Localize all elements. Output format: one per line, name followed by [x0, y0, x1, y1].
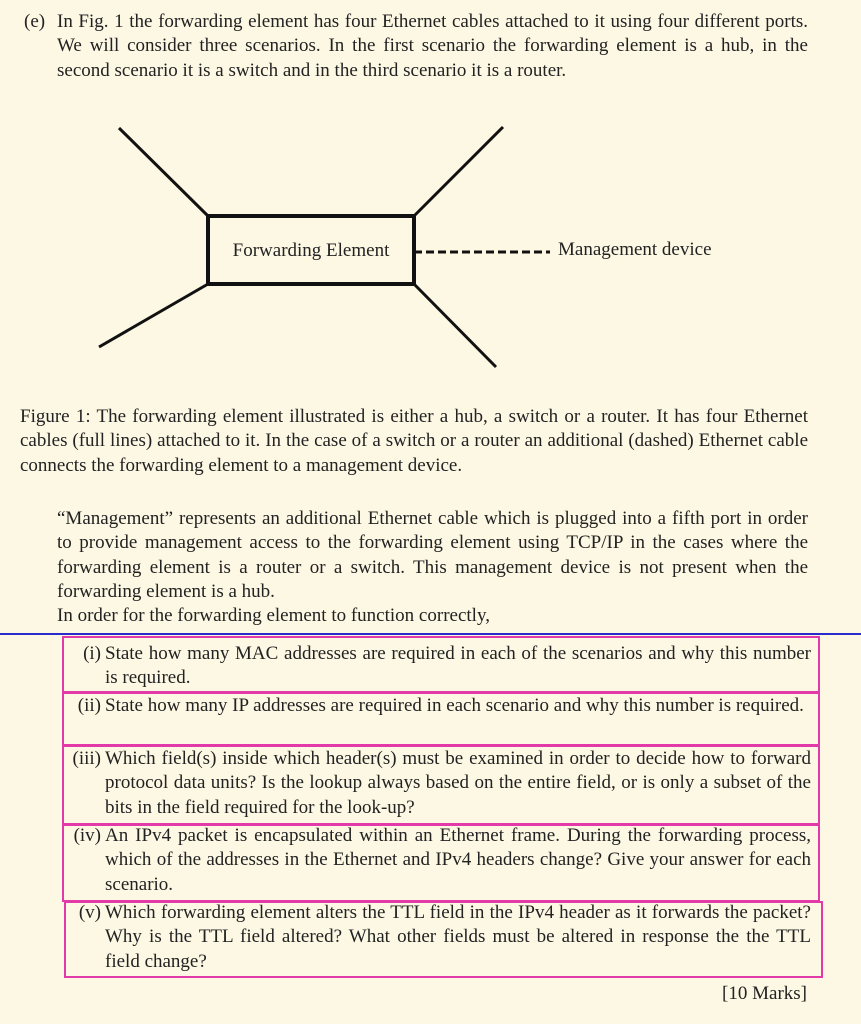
marks-label: [10 Marks]	[722, 983, 807, 1004]
question-body: Which forwarding element alters the TTL field in the IPv4 header as it forwards the packet? Why is the TTL field altered? What other fields must be altered in response the the TTL field change?	[105, 902, 811, 972]
question-ii	[61, 694, 811, 718]
question-number: (v)	[78, 902, 101, 923]
question-number: (iii)	[72, 748, 101, 769]
forwarding-element-label: Forwarding Element	[232, 240, 390, 261]
question-body: An IPv4 packet is encapsulated within an Ethernet frame. During the forwarding process, which of the addresses in the Ethernet and IPv4 headers change? Give your answer for each scenario.	[105, 825, 811, 895]
question-e	[24, 10, 808, 83]
cable-bottom-right	[414, 284, 496, 367]
question-iv	[61, 824, 811, 897]
cable-top-right	[414, 127, 503, 216]
question-i	[61, 642, 811, 691]
question-text: In Fig. 1 the forwarding element has four Ethernet cables attached to it using four different ports. We will consider three scenarios. In the first scenario the forwarding element is a hub, in the second scenario it is a switch and in the third scenario it is a router.	[57, 11, 808, 81]
figure-1	[0, 110, 861, 380]
question-body: State how many IP addresses are required in each scenario and why this number is required.	[105, 695, 804, 716]
question-v	[61, 901, 811, 974]
question-number: (iv)	[73, 825, 101, 846]
question-body: Which field(s) inside which header(s) must be examined in order to decide how to forward protocol data units? Is the lookup always based on the entire field, or is only a subset of the bits in the field required for the look-up?	[105, 748, 811, 818]
question-number: (i)	[83, 643, 101, 664]
figure-caption: Figure 1: The forwarding element illustrated is either a hub, a switch or a router. It has four Ethernet cables (full lines) attached to it. In the case of a switch or a router an additional (dashed) Ethernet cable connects the forwarding element to a management device.	[20, 406, 808, 476]
question-label: (e)	[24, 11, 46, 32]
paragraph-text: “Management” represents an additional Ethernet cable which is plugged into a fifth port in order to provide management access to the forwarding element using TCP/IP in the cases where the forwarding element is a router or a switch. This management device is not present when the forwarding element is a hub.	[57, 508, 808, 602]
cable-top-left	[119, 128, 208, 216]
lead-in-text: In order for the forwarding element to function correctly,	[57, 605, 490, 627]
highlight-rule	[0, 633, 861, 635]
management-paragraph	[57, 507, 808, 628]
management-device-label: Management device	[558, 239, 712, 260]
question-body: State how many MAC addresses are required in each of the scenarios and why this number is required.	[105, 643, 811, 689]
question-number: (ii)	[77, 695, 101, 716]
question-iii	[61, 747, 811, 820]
cable-bottom-left	[99, 284, 208, 347]
